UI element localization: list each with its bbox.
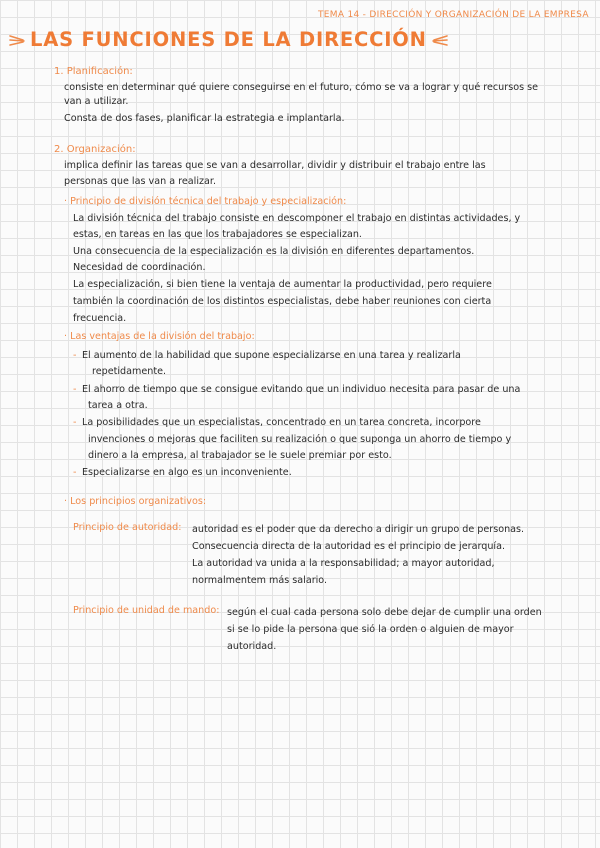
- ventaja-line: invenciones o mejoras que faciliten su realización o que suponga un ahorro de tiempo y: [88, 434, 512, 445]
- ventaja-line: repetidamente.: [92, 366, 167, 377]
- organizacion-line: personas que las van a realizar.: [64, 176, 217, 187]
- right-sparkle-icon: [431, 31, 449, 49]
- organizacion-line: implica definir las tareas que se van a desarrollar, dividir y distribuir el trabajo entre las: [64, 160, 486, 171]
- autoridad-line: La autoridad va unida a la responsabilidad; a mayor autoridad,: [192, 558, 495, 569]
- autoridad-line: Consecuencia directa de la autoridad es el principio de jerarquía.: [192, 541, 505, 552]
- label-principio-unidad-mando: Principio de unidad de mando:: [73, 605, 220, 616]
- bullet-dash: -: [73, 384, 77, 395]
- ventaja-line: tarea a otra.: [88, 400, 148, 411]
- title-wrap: [8, 28, 449, 51]
- unidad-mando-line: autoridad.: [227, 641, 277, 652]
- bullet-dash: -: [73, 417, 77, 428]
- autoridad-line: autoridad es el poder que da derecho a dirigir un grupo de personas.: [192, 524, 525, 535]
- heading-principio-division: · Principio de división técnica del trabajo y especialización:: [64, 196, 347, 207]
- ventaja-line: dinero a la empresa, al trabajador se le suele premiar por esto.: [88, 450, 392, 461]
- division-line: La división técnica del trabajo consiste en descomponer el trabajo en distintas actividades, y: [73, 213, 521, 224]
- planificacion-line: consiste en determinar qué quiere conseguirse en el futuro, cómo se va a lograr y qué recursos se: [64, 82, 539, 93]
- label-principio-autoridad: Principio de autoridad:: [73, 522, 182, 533]
- bullet-dash: -: [73, 467, 77, 478]
- planificacion-line: Consta de dos fases, planificar la estrategia e implantarla.: [64, 113, 345, 124]
- left-sparkle-icon: [8, 31, 26, 49]
- heading-principios-organizativos: · Los principios organizativos:: [64, 496, 207, 507]
- page-title: LAS FUNCIONES DE LA DIRECCIÓN: [30, 28, 427, 51]
- bullet-dash: -: [73, 350, 77, 361]
- ventaja-line: El aumento de la habilidad que supone especializarse en una tarea y realizarla: [82, 350, 461, 361]
- division-line: frecuencia.: [73, 313, 127, 324]
- division-line: La especialización, si bien tiene la ventaja de aumentar la productividad, pero requiere: [73, 279, 492, 290]
- unidad-mando-line: si se lo pide la persona que sió la orden o alguien de mayor: [227, 624, 514, 635]
- topic-header: TEMA 14 - DIRECCIÓN Y ORGANIZACIÓN DE LA EMPRESA: [318, 10, 589, 20]
- autoridad-line: normalmentem más salario.: [192, 575, 328, 586]
- heading-organizacion: 2. Organización:: [54, 144, 136, 155]
- division-line: también la coordinación de los distintos especialistas, debe haber reuniones con cierta: [73, 296, 492, 307]
- ventaja-line: Especializarse en algo es un inconveniente.: [82, 467, 292, 478]
- unidad-mando-line: según el cual cada persona solo debe dejar de cumplir una orden: [227, 607, 542, 618]
- division-line: Una consecuencia de la especialización es la división en diferentes departamentos.: [73, 246, 475, 257]
- heading-planificacion: 1. Planificación:: [54, 66, 133, 77]
- heading-ventajas: · Las ventajas de la división del trabajo:: [64, 331, 255, 342]
- division-line: Necesidad de coordinación.: [73, 262, 206, 273]
- planificacion-line: van a utilizar.: [64, 96, 129, 107]
- ventaja-line: La posibilidades que un especialistas, concentrado en un tarea concreta, incorpore: [82, 417, 481, 428]
- division-line: estas, en tareas en las que los trabajadores se especializan.: [73, 229, 362, 240]
- ventaja-line: El ahorro de tiempo que se consigue evitando que un individuo necesita para pasar de una: [82, 384, 521, 395]
